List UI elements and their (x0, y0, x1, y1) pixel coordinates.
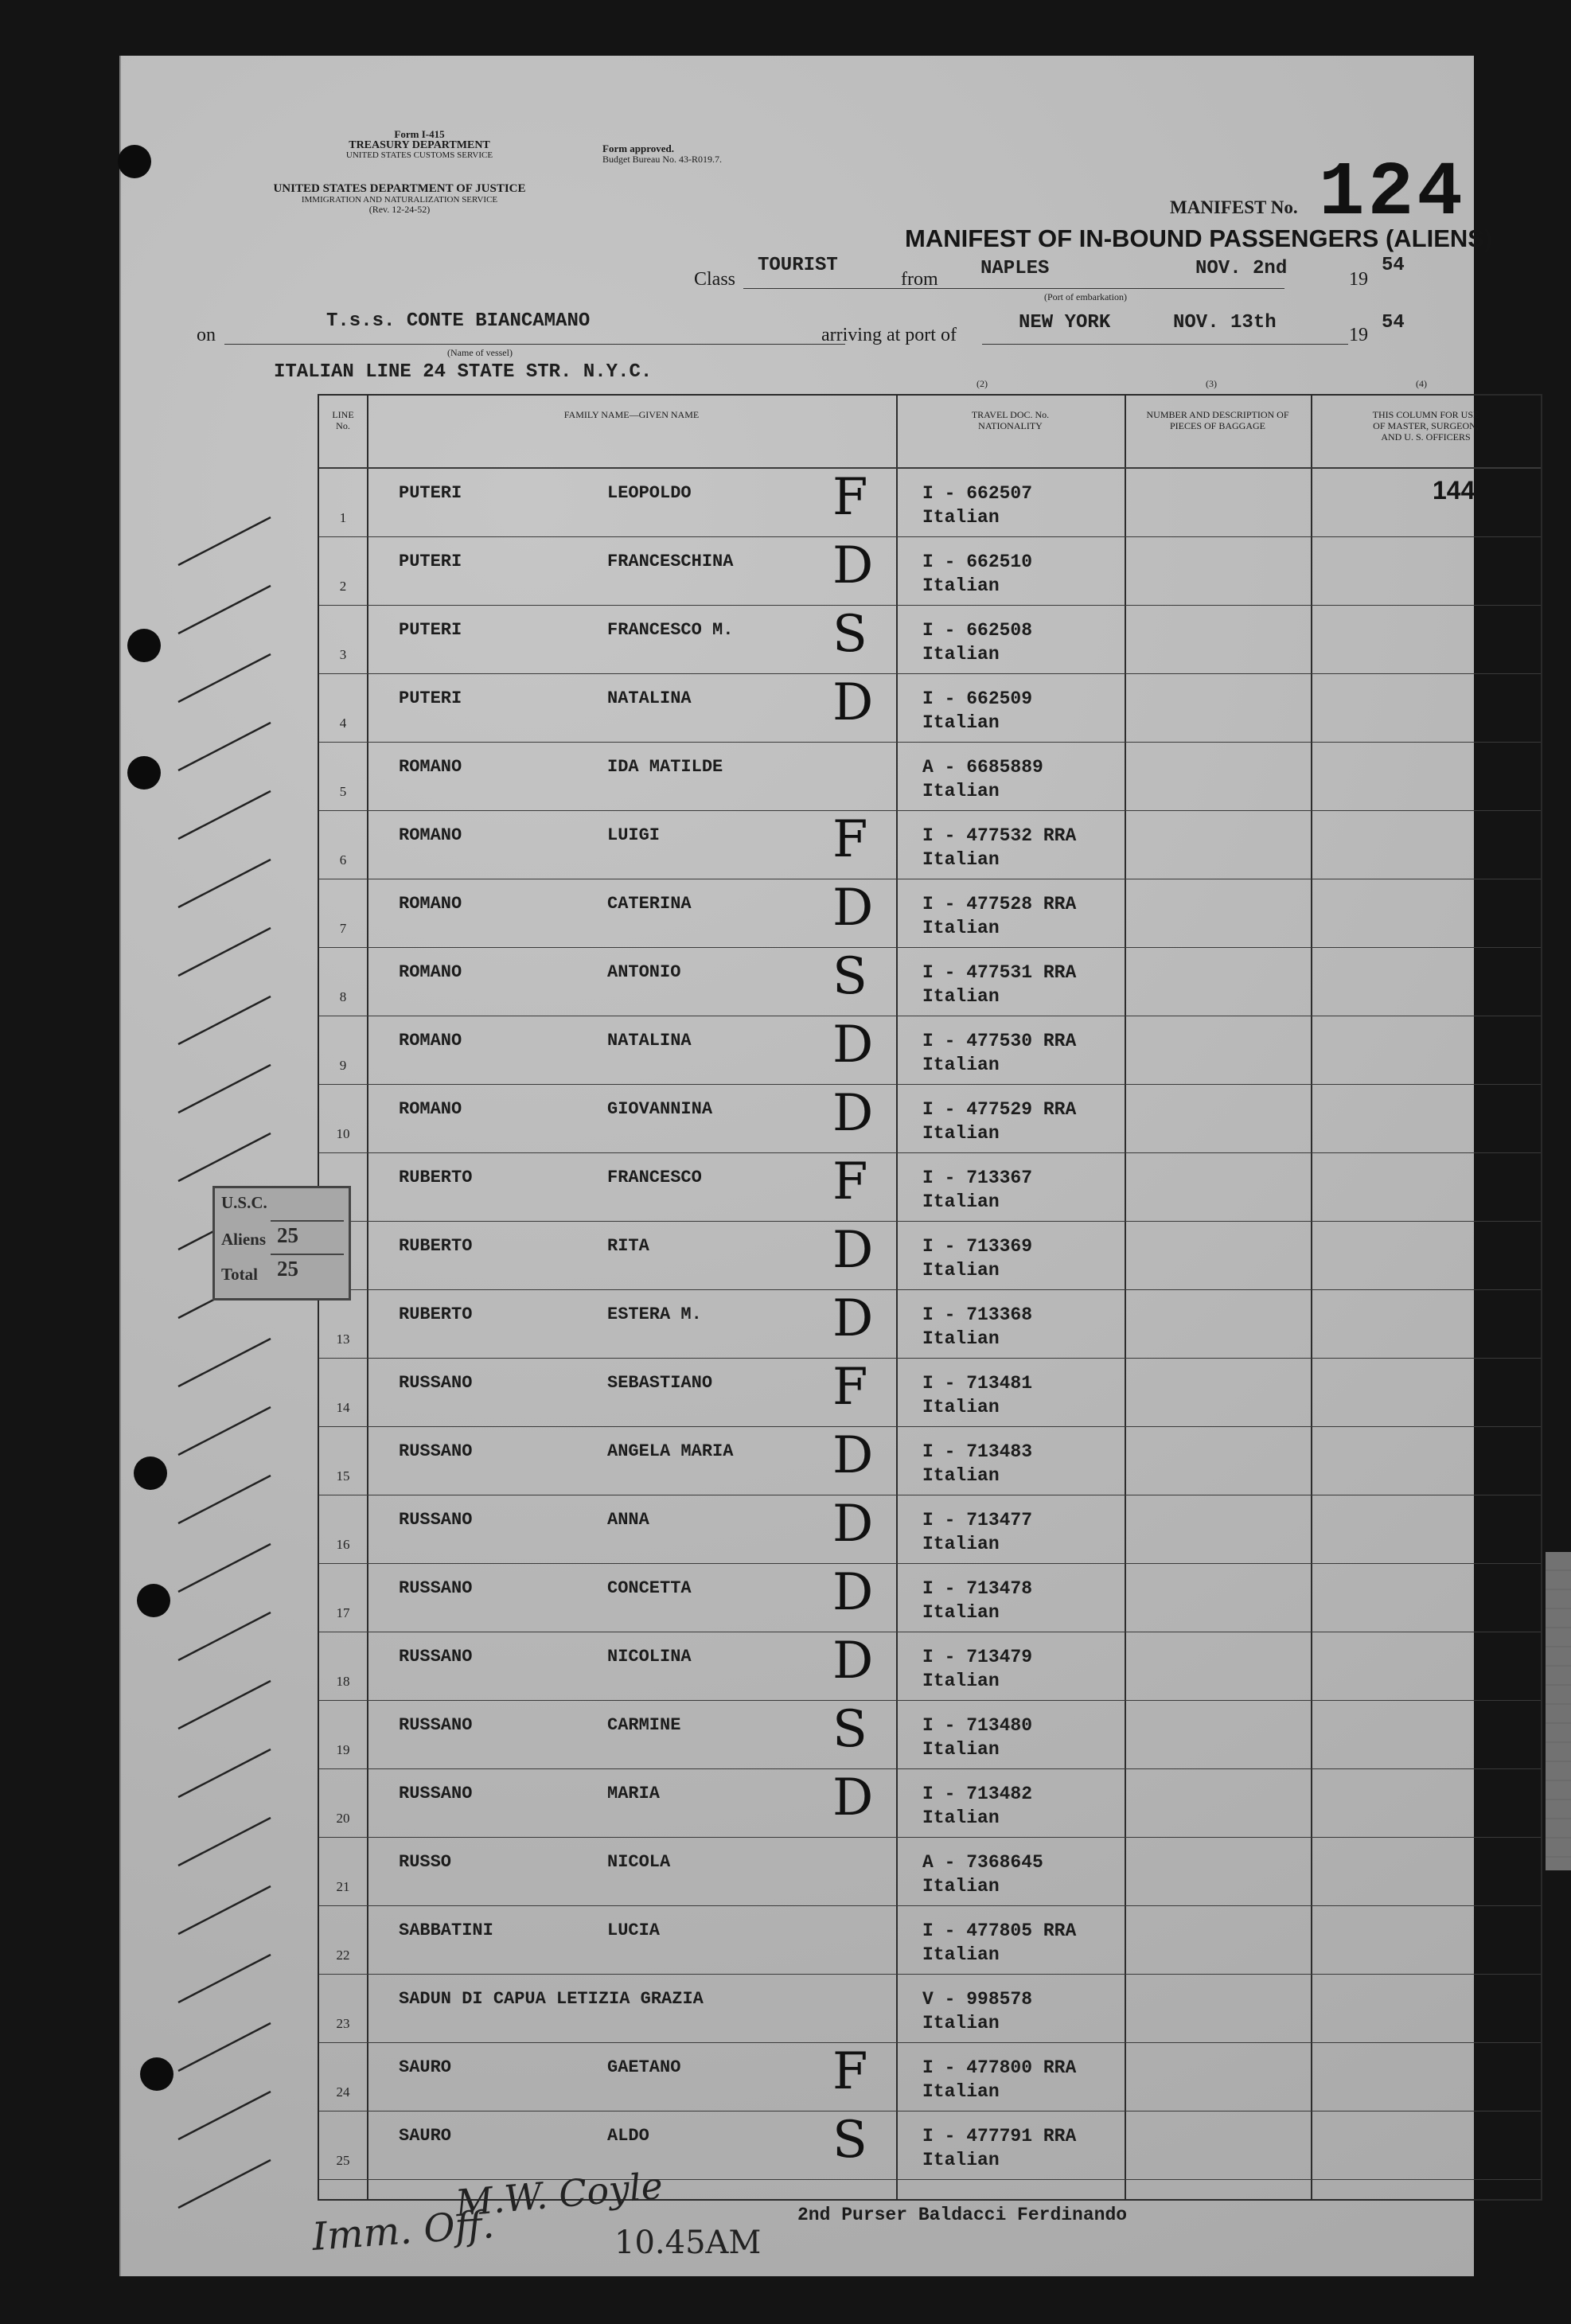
family-name: SAURO (399, 2057, 452, 2077)
nationality: Italian (922, 1328, 1000, 1349)
line-number: 10 (336, 1126, 350, 1141)
tally-check-icon (178, 1886, 271, 1934)
table-row (319, 948, 1541, 1016)
spacer (1032, 1031, 1043, 1051)
punch-hole (127, 629, 161, 662)
table-row (319, 469, 1541, 537)
officer-signature: M.W. Coyle (454, 2163, 665, 2225)
tally-check-icon (178, 1955, 271, 2002)
passenger-table (318, 378, 1542, 2201)
col-number-4: (4) (1416, 378, 1427, 389)
family-name: ROMANO (399, 1031, 462, 1051)
travel-doc-number: I - 477529 (922, 1099, 1033, 1120)
line-number: 5 (339, 784, 347, 799)
given-name: CATERINA (607, 894, 692, 914)
on-label: on (197, 325, 216, 345)
line-number: 7 (339, 921, 347, 936)
purser-signature: 2nd Purser Baldacci Ferdinando (797, 2205, 1128, 2225)
travel-doc (922, 825, 1076, 846)
travel-doc (922, 2126, 1076, 2147)
line-number: 19 (336, 1742, 350, 1757)
given-name: SEBASTIANO (607, 1373, 713, 1393)
travel-doc-suffix: RRA (1043, 2057, 1077, 2078)
given-name: CONCETTA (607, 1578, 692, 1598)
vessel-name: T.s.s. CONTE BIANCAMANO (326, 310, 591, 332)
arrival-year: 54 (1382, 312, 1405, 333)
given-name: NATALINA (607, 688, 692, 708)
travel-doc-number: I - 713483 (922, 1441, 1033, 1462)
tally-check-icon (178, 1544, 271, 1592)
family-name: RUBERTO (399, 1236, 473, 1256)
family-role-mark: D (832, 1768, 874, 1827)
travel-doc (922, 1304, 1032, 1325)
given-name: FRANCESCO (607, 1168, 702, 1187)
nationality: Italian (922, 1739, 1000, 1760)
travel-doc-number: I - 662508 (922, 620, 1033, 641)
line-number: 15 (336, 1468, 350, 1484)
table-row (319, 2111, 1541, 2180)
travel-doc (922, 1168, 1032, 1188)
travel-doc-number: I - 477531 (922, 962, 1033, 983)
given-name: ANTONIO (607, 962, 681, 982)
tally-check-icon (178, 1339, 271, 1386)
tally-stamp (212, 1186, 351, 1300)
travel-doc (922, 962, 1076, 983)
justice-dept: UNITED STATES DEPARTMENT OF JUSTICE (273, 182, 526, 195)
given-name: ANNA (607, 1510, 649, 1530)
travel-doc (922, 1441, 1032, 1462)
travel-doc-number: I - 477791 (922, 2126, 1033, 2147)
stamp-rule-1 (271, 1220, 344, 1222)
family-role-mark: D (832, 536, 874, 595)
nationality: Italian (922, 1602, 1000, 1623)
travel-doc-number: I - 477532 (922, 825, 1033, 846)
tally-check-icon (178, 2092, 271, 2139)
col-number-3: (3) (1206, 378, 1217, 389)
table-row (319, 674, 1541, 743)
line-number: 23 (336, 2016, 350, 2031)
family-role-mark: S (832, 605, 867, 664)
family-role-mark: D (832, 879, 874, 938)
travel-doc-number: I - 477530 (922, 1031, 1033, 1051)
family-role-mark: S (832, 2111, 867, 2170)
travel-doc (922, 1510, 1032, 1530)
table-row (319, 1906, 1541, 1975)
spacer (1032, 825, 1043, 846)
travel-doc-suffix: RRA (1043, 825, 1077, 846)
col-number-2: (2) (977, 378, 988, 389)
tally-check-icon (178, 517, 271, 565)
manifest-number-label: MANIFEST No. (1170, 197, 1298, 217)
travel-doc-suffix: RRA (1043, 894, 1077, 914)
form-id: Form I-415 (394, 128, 445, 140)
tally-check-icon (178, 2160, 271, 2208)
family-role-mark: F (832, 2042, 868, 2101)
spacer (1032, 2057, 1043, 2078)
family-name: PUTERI (399, 552, 462, 571)
travel-doc-number: I - 713481 (922, 1373, 1033, 1394)
manifest-number: 124 (1319, 150, 1466, 236)
punch-hole (140, 2057, 173, 2091)
table-row (319, 1838, 1541, 1906)
family-name: ROMANO (399, 757, 462, 777)
nationality: Italian (922, 1260, 1000, 1281)
given-name: ESTERA M. (607, 1304, 702, 1324)
family-name: PUTERI (399, 688, 462, 708)
punch-hole (127, 756, 161, 790)
col-header-line: LINE No. (332, 409, 354, 431)
family-role-mark: D (832, 673, 874, 732)
travel-doc-number: I - 713480 (922, 1715, 1033, 1736)
arrival-underline (982, 344, 1348, 345)
line-number: 1 (339, 510, 347, 525)
given-name: RITA (607, 1236, 649, 1256)
class-label: Class (694, 269, 736, 290)
table-row (319, 1290, 1541, 1359)
family-role-mark: D (832, 1084, 874, 1143)
col-header-baggage: NUMBER AND DESCRIPTION OF PIECES OF BAGGAGE (1146, 409, 1289, 431)
travel-doc-number: I - 713367 (922, 1168, 1033, 1188)
travel-doc-suffix: RRA (1043, 962, 1077, 983)
travel-doc (922, 1989, 1032, 2010)
stamp-aliens-value: 25 (277, 1223, 298, 1247)
stamp-usc-label: U.S.C. (221, 1193, 267, 1212)
tally-check-icon (178, 2023, 271, 2071)
family-role-mark: F (832, 1358, 868, 1417)
stamp-rule-2 (271, 1254, 344, 1255)
family-role-mark: D (832, 1289, 874, 1348)
given-name: CARMINE (607, 1715, 681, 1735)
line-number: 13 (336, 1332, 350, 1347)
line-number: 24 (336, 2084, 350, 2100)
table-row (319, 1016, 1541, 1085)
travel-doc (922, 1852, 1043, 1873)
line-number: 16 (336, 1537, 350, 1552)
family-name: PUTERI (399, 483, 462, 503)
family-role-mark: D (832, 1632, 874, 1690)
tally-check-icon (178, 723, 271, 770)
from-underline (942, 288, 1284, 289)
customs-service: UNITED STATES CUSTOMS SERVICE (345, 150, 493, 161)
table-row (319, 1701, 1541, 1769)
stamp-total-label: Total (221, 1265, 258, 1284)
line-number: 25 (336, 2153, 350, 2168)
family-role-mark: D (832, 1495, 874, 1554)
class-value: TOURIST (758, 255, 838, 276)
travel-doc (922, 552, 1032, 572)
line-company: ITALIAN LINE 24 STATE STR. N.Y.C. (274, 361, 653, 383)
family-role-mark: S (832, 1700, 867, 1759)
nationality: Italian (922, 1123, 1000, 1144)
nationality: Italian (922, 1671, 1000, 1691)
table-row (319, 1975, 1541, 2043)
tally-check-icon (178, 1476, 271, 1523)
nationality: Italian (922, 1465, 1000, 1486)
from-value: NAPLES (980, 258, 1050, 279)
family-role-mark: F (832, 468, 868, 527)
travel-doc-number: I - 713478 (922, 1578, 1033, 1599)
column4-value: 144 (1433, 476, 1475, 505)
col-header-doc: TRAVEL DOC. No. NATIONALITY (971, 409, 1050, 431)
nationality: Italian (922, 986, 1000, 1007)
table-row (319, 811, 1541, 879)
travel-doc-number: I - 662509 (922, 688, 1033, 709)
table-row (319, 2043, 1541, 2111)
nationality: Italian (922, 2150, 1000, 2170)
given-name: ANGELA MARIA (607, 1441, 734, 1461)
family-name: ROMANO (399, 962, 462, 982)
given-name: NATALINA (607, 1031, 692, 1051)
tally-checkmarks (169, 470, 280, 2300)
tally-check-icon (178, 1407, 271, 1455)
line-number: 4 (339, 716, 347, 731)
travel-doc-suffix: RRA (1043, 2126, 1077, 2147)
table-row (319, 1769, 1541, 1838)
nationality: Italian (922, 2081, 1000, 2102)
table-row (319, 537, 1541, 606)
arrival-port: NEW YORK (1019, 312, 1111, 333)
travel-doc-suffix: RRA (1043, 1099, 1077, 1120)
line-number: 6 (339, 852, 347, 868)
table-row (319, 1632, 1541, 1701)
nationality: Italian (922, 918, 1000, 938)
given-name: FRANCESCHINA (607, 552, 734, 571)
family-name: RUSSANO (399, 1715, 473, 1735)
travel-doc-number: I - 662507 (922, 483, 1033, 504)
inspection-time: 10.45AM (614, 2225, 762, 2261)
travel-doc (922, 483, 1032, 504)
arrival-year-prefix: 19 (1349, 325, 1368, 345)
travel-doc (922, 1031, 1076, 1051)
ins-service: IMMIGRATION AND NATURALIZATION SERVICE (301, 194, 498, 205)
table-row (319, 1564, 1541, 1632)
family-name: RUSSANO (399, 1373, 473, 1393)
family-role-mark: S (832, 947, 867, 1006)
tally-check-icon (178, 860, 271, 907)
punch-hole (137, 1584, 170, 1617)
nationality: Italian (922, 712, 1000, 733)
nationality: Italian (922, 2013, 1000, 2034)
treasury-dept: TREASURY DEPARTMENT (349, 138, 490, 151)
travel-doc-number: V - 998578 (922, 1989, 1033, 2010)
nationality: Italian (922, 1807, 1000, 1828)
family-name: SAURO (399, 2126, 452, 2146)
nationality: Italian (922, 1055, 1000, 1075)
travel-doc (922, 1715, 1032, 1736)
table-row (319, 1495, 1541, 1564)
nationality: Italian (922, 644, 1000, 665)
travel-doc (922, 894, 1076, 914)
spacer (1032, 1920, 1043, 1941)
tally-check-icon (178, 1133, 271, 1181)
tally-check-icon (178, 928, 271, 976)
table-row (319, 1085, 1541, 1153)
travel-doc-number: I - 662510 (922, 552, 1033, 572)
travel-doc (922, 2057, 1076, 2078)
spacer (1032, 894, 1043, 914)
family-role-mark: D (832, 1016, 874, 1074)
bleed-through (1546, 1552, 1571, 1870)
family-name: ROMANO (399, 825, 462, 845)
line-number: 14 (336, 1400, 350, 1415)
nationality: Italian (922, 507, 1000, 528)
table-row (319, 879, 1541, 948)
nationality: Italian (922, 1191, 1000, 1212)
given-name: GAETANO (607, 2057, 681, 2077)
line-number: 21 (336, 1879, 350, 1894)
table-row (319, 1153, 1541, 1222)
line-number: 18 (336, 1674, 350, 1689)
table-row (319, 1222, 1541, 1290)
travel-doc-number: I - 713477 (922, 1510, 1033, 1530)
arriving-label: arriving at port of (821, 325, 957, 345)
line-number: 8 (339, 989, 347, 1004)
tally-check-icon (178, 1818, 271, 1866)
travel-doc (922, 1647, 1032, 1667)
travel-doc (922, 620, 1032, 641)
form-approval (602, 143, 722, 164)
nationality: Italian (922, 781, 1000, 801)
travel-doc-number: I - 713369 (922, 1236, 1033, 1257)
line-number: 3 (339, 647, 347, 662)
vessel-subtitle: (Name of vessel) (447, 347, 513, 358)
family-role-mark: D (832, 1221, 874, 1280)
stamp-aliens-label: Aliens (221, 1230, 267, 1249)
line-number: 9 (339, 1058, 347, 1073)
table-row (319, 1427, 1541, 1495)
travel-doc-number: I - 713479 (922, 1647, 1033, 1667)
travel-doc-suffix: RRA (1043, 1031, 1077, 1051)
given-name: NICOLINA (607, 1647, 692, 1667)
budget-bureau: Budget Bureau No. 43-R019.7. (602, 153, 722, 165)
stamp-total-value: 25 (277, 1257, 298, 1281)
travel-doc (922, 1373, 1032, 1394)
line-number: 20 (336, 1811, 350, 1826)
revision: (Rev. 12-24-52) (368, 204, 431, 216)
travel-doc (922, 1236, 1032, 1257)
given-name: IDA MATILDE (607, 757, 723, 777)
form-header-justice (185, 183, 614, 215)
spacer (1032, 1099, 1043, 1120)
tally-check-icon (178, 1681, 271, 1729)
table-row (319, 606, 1541, 674)
year-value: 54 (1382, 255, 1405, 276)
travel-doc-number: I - 477528 (922, 894, 1033, 914)
nationality: Italian (922, 1397, 1000, 1417)
spacer (1032, 962, 1043, 983)
tally-check-icon (178, 1065, 271, 1113)
line-number: 2 (339, 579, 347, 594)
travel-doc (922, 1920, 1076, 1941)
spacer (1032, 2126, 1043, 2147)
family-name: RUSSANO (399, 1441, 473, 1461)
given-name: MARIA (607, 1784, 661, 1803)
form-approved: Form approved. (602, 142, 675, 154)
family-name: RUBERTO (399, 1304, 473, 1324)
travel-doc (922, 1784, 1032, 1804)
family-name: RUSSANO (399, 1784, 473, 1803)
punch-hole (118, 145, 151, 178)
tally-check-icon (178, 654, 271, 702)
page-title: MANIFEST OF IN-BOUND PASSENGERS (ALIENS) (905, 224, 1493, 252)
family-name: ROMANO (399, 894, 462, 914)
travel-doc-number: I - 713482 (922, 1784, 1033, 1804)
family-role-mark: F (832, 810, 868, 869)
given-name: LUIGI (607, 825, 661, 845)
travel-doc-number: I - 713368 (922, 1304, 1033, 1325)
embark-date: NOV. 2nd (1195, 258, 1288, 279)
travel-doc (922, 688, 1032, 709)
year-prefix: 19 (1349, 269, 1368, 290)
travel-doc-number: A - 6685889 (922, 757, 1043, 778)
travel-doc (922, 757, 1043, 778)
travel-doc (922, 1578, 1032, 1599)
nationality: Italian (922, 1534, 1000, 1554)
line-number: 22 (336, 1948, 350, 1963)
travel-doc-number: A - 7368645 (922, 1852, 1043, 1873)
form-header-left (240, 129, 598, 161)
travel-doc-number: I - 477800 (922, 2057, 1033, 2078)
family-name: SADUN DI CAPUA LETIZIA GRAZIA (399, 1989, 704, 2009)
given-name: LEOPOLDO (607, 483, 692, 503)
tally-check-icon (178, 1749, 271, 1797)
travel-doc-suffix: RRA (1043, 1920, 1077, 1941)
travel-doc-number: I - 477805 (922, 1920, 1033, 1941)
embark-subtitle: (Port of embarkation) (1044, 291, 1127, 302)
tally-check-icon (178, 586, 271, 634)
family-name: RUBERTO (399, 1168, 473, 1187)
col-header-name: FAMILY NAME—GIVEN NAME (563, 409, 700, 420)
family-name: RUSSANO (399, 1647, 473, 1667)
col-header-officers: THIS COLUMN FOR USE OF MASTER, SURGEON, AND U. S. OFFICERS (1372, 409, 1479, 443)
family-name: PUTERI (399, 620, 462, 640)
tally-check-icon (178, 1612, 271, 1660)
given-name: GIOVANNINA (607, 1099, 713, 1119)
nationality: Italian (922, 1876, 1000, 1897)
tally-check-icon (178, 996, 271, 1044)
given-name: LUCIA (607, 1920, 661, 1940)
table-row (319, 743, 1541, 811)
family-role-mark: D (832, 1426, 874, 1485)
nationality: Italian (922, 575, 1000, 596)
line-number: 17 (336, 1605, 350, 1620)
travel-doc (922, 1099, 1076, 1120)
family-name: ROMANO (399, 1099, 462, 1119)
nationality: Italian (922, 1944, 1000, 1965)
family-role-mark: D (832, 1563, 874, 1622)
arrival-date: NOV. 13th (1173, 312, 1277, 333)
punch-hole (134, 1456, 167, 1490)
nationality: Italian (922, 849, 1000, 870)
family-name: RUSSANO (399, 1510, 473, 1530)
table-row (319, 1359, 1541, 1427)
officer-title: Imm. Off. (310, 2202, 496, 2260)
given-name: NICOLA (607, 1852, 671, 1872)
family-name: RUSSO (399, 1852, 452, 1872)
given-name: FRANCESCO M. (607, 620, 734, 640)
family-role-mark: F (832, 1152, 868, 1211)
from-label: from (901, 269, 938, 290)
given-name: ALDO (607, 2126, 649, 2146)
manifest-page (119, 56, 1493, 2276)
family-name: RUSSANO (399, 1578, 473, 1598)
tally-check-icon (178, 791, 271, 839)
family-name: SABBATINI (399, 1920, 493, 1940)
vessel-underline (224, 344, 845, 345)
